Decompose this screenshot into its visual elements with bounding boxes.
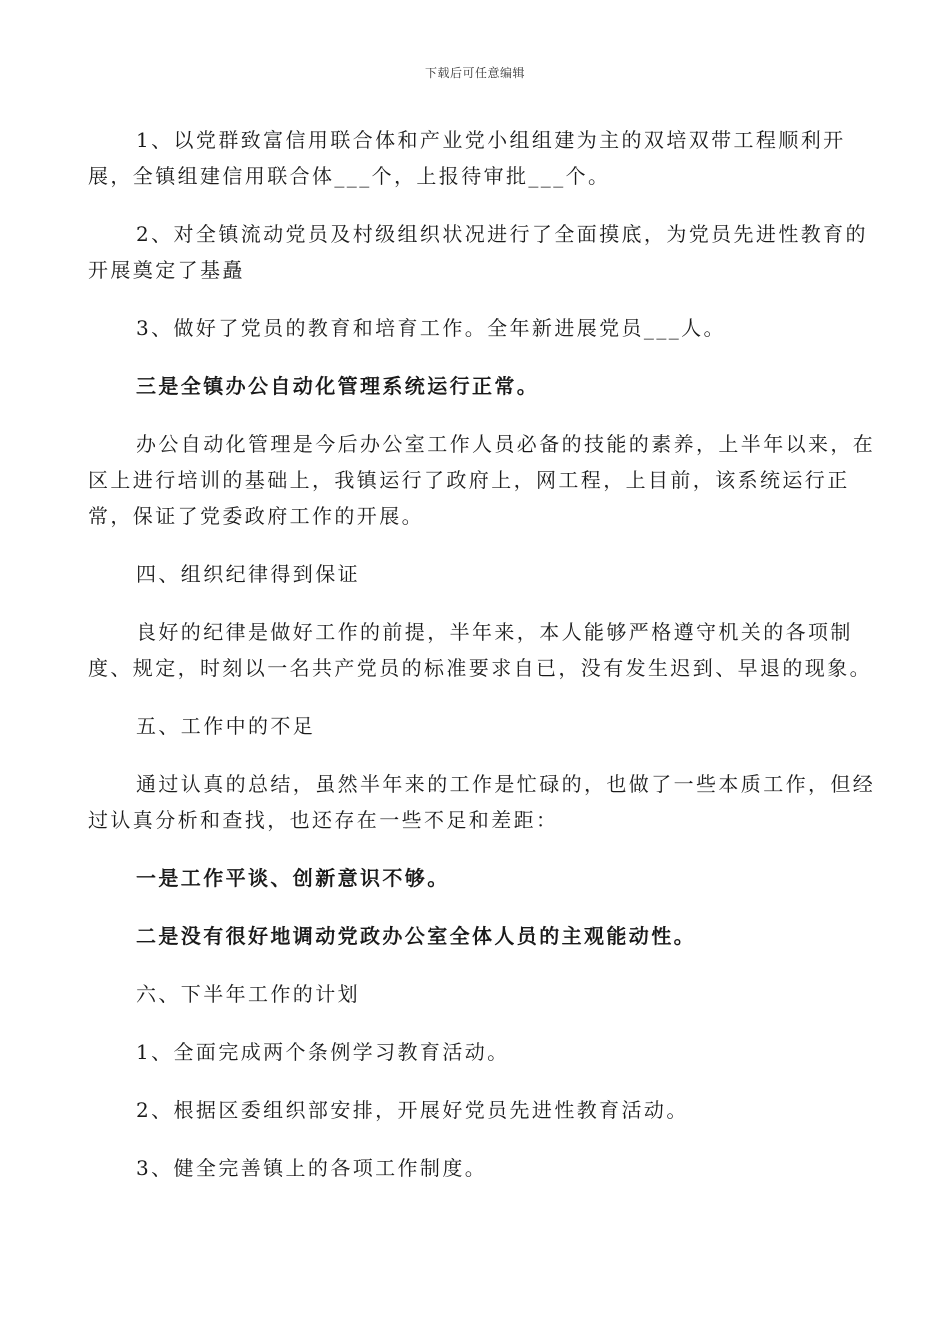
section-heading-discipline: 四、组织纪律得到保证 xyxy=(136,562,360,586)
paragraph-2: 2、对全镇流动党员及村级组织状况进行了全面摸底，为党员先进性教育的开展奠定了基矗 xyxy=(88,222,868,282)
paragraph-1: 1、以党群致富信用联合体和产业党小组组建为主的双培双带工程顺利开展，全镇组建信用联合体___个，上报待审批___个。 xyxy=(88,128,846,188)
section-heading-office-automation: 三是全镇办公自动化管理系统运行正常。 xyxy=(136,374,540,398)
paragraph-3: 3、做好了党员的教育和培育工作。全年新进展党员___人。 xyxy=(136,316,726,340)
shortcoming-1: 一是工作平谈、创新意识不够。 xyxy=(136,866,450,890)
plan-item-3: 3、健全完善镇上的各项工作制度。 xyxy=(136,1156,488,1180)
plan-item-2: 2、根据区委组织部安排，开展好党员先进性教育活动。 xyxy=(136,1098,689,1122)
paragraph-office-automation: 办公自动化管理是今后办公室工作人员必备的技能的素养，上半年以来，在区上进行培训的基础上，我镇运行了政府上，网工程，上目前，该系统运行正常，保证了党委政府工作的开展。 xyxy=(88,432,876,528)
paragraph-shortcomings: 通过认真的总结，虽然半年来的工作是忙碌的，也做了一些本质工作，但经过认真分析和查找，也还存在一些不足和差距： xyxy=(88,772,876,832)
shortcoming-2: 二是没有很好地调动党政办公室全体人员的主观能动性。 xyxy=(136,924,696,948)
page-header-note: 下载后可任意编辑 xyxy=(424,66,525,80)
section-heading-plan: 六、下半年工作的计划 xyxy=(136,982,360,1006)
section-heading-shortcomings: 五、工作中的不足 xyxy=(136,714,316,738)
document-body xyxy=(88,122,878,1208)
plan-item-1: 1、全面完成两个条例学习教育活动。 xyxy=(136,1040,510,1064)
paragraph-discipline: 良好的纪律是做好工作的前提，半年来，本人能够严格遵守机关的各项制度、规定，时刻以一名共产党员的标准要求自已，没有发生迟到、早退的现象。 xyxy=(88,620,872,680)
